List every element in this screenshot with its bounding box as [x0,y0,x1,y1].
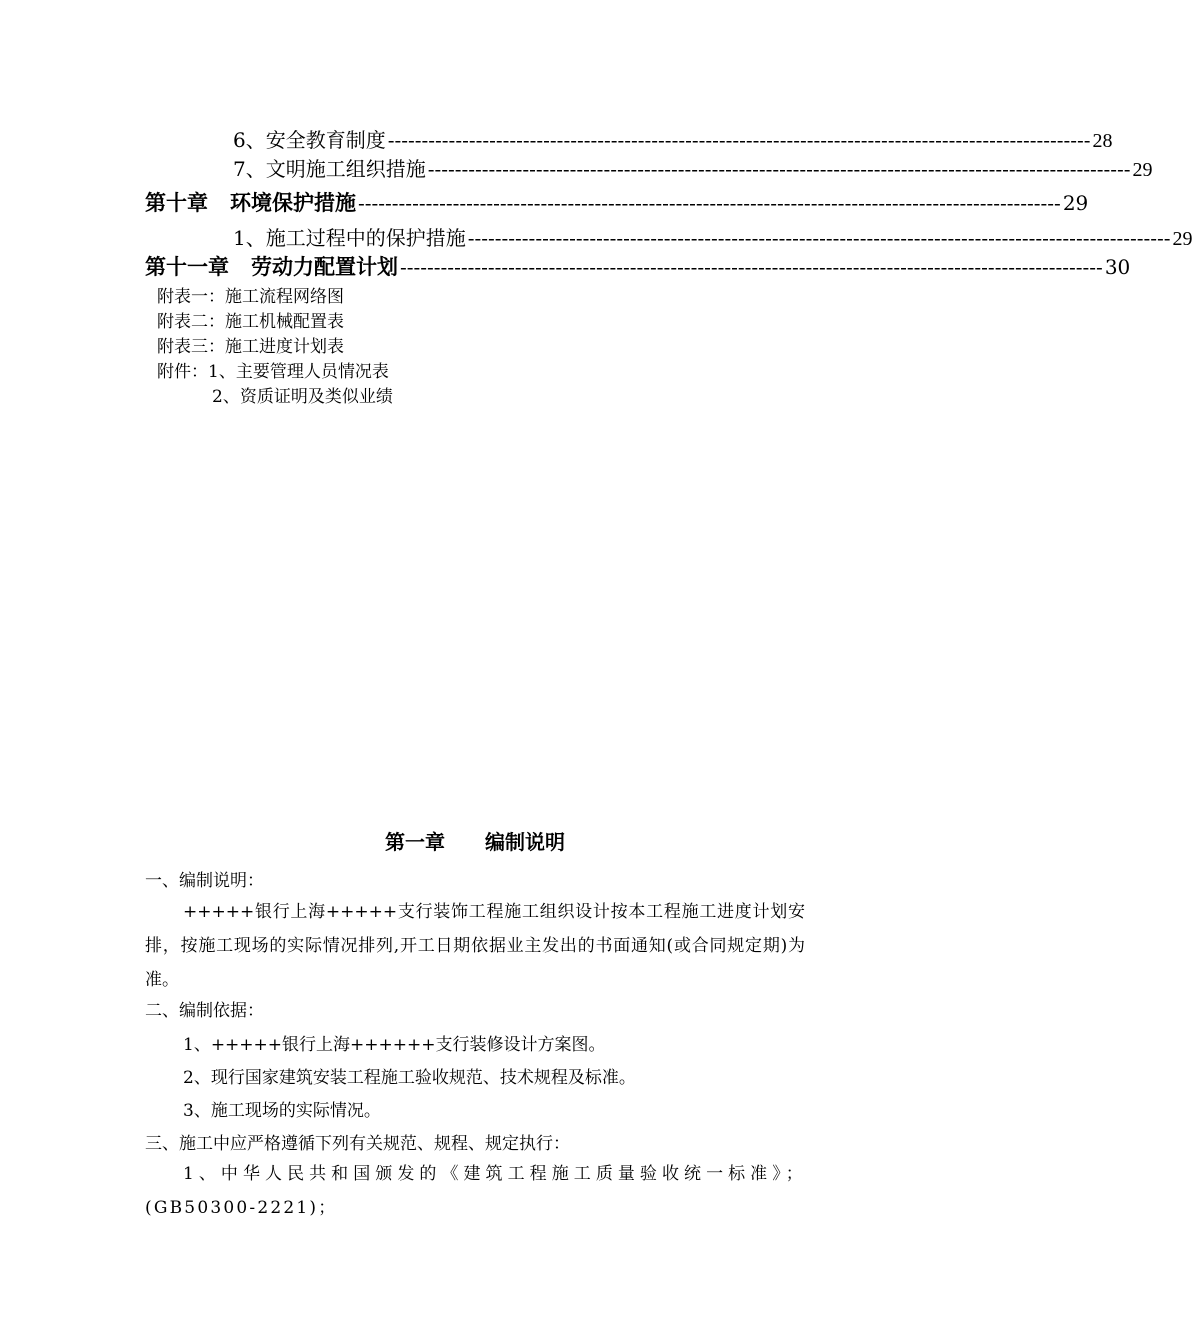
appendix-item: 附表三：施工进度计划表 [157,337,344,357]
toc-chapter-entry[interactable] [145,251,1131,281]
toc-chapter-title: 环境保护措施 [230,191,356,215]
toc-page-number: 29 [1172,228,1193,250]
appendix-item: 附件：1、主要管理人员情况表 [157,362,389,382]
toc-page-number: 29 [1062,191,1089,215]
toc-entry[interactable] [233,222,1193,252]
toc-chapter-heading [145,187,356,217]
appendix-item: 附表一：施工流程网络图 [157,287,344,307]
appendix-item: 2、资质证明及类似业绩 [212,387,393,407]
toc-entry[interactable] [233,124,1113,154]
chapter-title: 编制说明 [485,830,565,854]
section-heading: 三、施工中应严格遵循下列有关规范、规程、规定执行： [145,1134,570,1154]
toc-entry-text: 6、安全教育制度 [233,128,386,152]
toc-chapter-title: 劳动力配置计划 [251,255,398,279]
toc-chapter-entry[interactable] [145,187,1089,217]
toc-entry-text: 1、施工过程中的保护措施 [233,226,466,250]
chapter-heading [0,826,950,855]
list-item: 3、施工现场的实际情况。 [183,1101,381,1121]
toc-leader: -------------------------------------------------------------------------------------------------------- [467,226,1171,250]
toc-leader: -------------------------------------------------------------------------------------------------------- [358,191,1061,215]
toc-chapter-number: 第十章 [145,191,208,215]
list-item: 2、现行国家建筑安装工程施工验收规范、技术规程及标准。 [183,1068,636,1088]
section-paragraph: 1、中华人民共和国颁发的《建筑工程施工质量验收统一标准》；(GB50300-2221)； [145,1164,805,1218]
toc-chapter-number: 第十一章 [145,255,229,279]
toc-entry-text: 7、文明施工组织措施 [233,157,426,181]
toc-page-number: 30 [1104,255,1131,279]
toc-page-number: 29 [1132,159,1153,181]
toc-chapter-heading [145,251,398,281]
section-heading: 二、编制依据： [145,1001,264,1021]
chapter-number: 第一章 [385,830,445,854]
toc-leader: -------------------------------------------------------------------------------------------------------- [387,128,1091,152]
list-item: 1、+++++银行上海++++++支行装修设计方案图。 [183,1035,606,1055]
toc-entry[interactable] [233,153,1153,183]
toc-leader: -------------------------------------------------------------------------------------------------------- [427,157,1131,181]
toc-page-number: 28 [1092,130,1113,152]
section-heading: 一、编制说明： [145,871,264,891]
section-paragraph: +++++银行上海+++++支行装饰工程施工组织设计按本工程施工进度计划安排，按施工现场的实际情况排列,开工日期依据业主发出的书面通知(或合同规定期)为准。 [145,902,805,990]
toc-leader: -------------------------------------------------------------------------------------------------------- [400,255,1103,279]
appendix-item: 附表二：施工机械配置表 [157,312,344,332]
